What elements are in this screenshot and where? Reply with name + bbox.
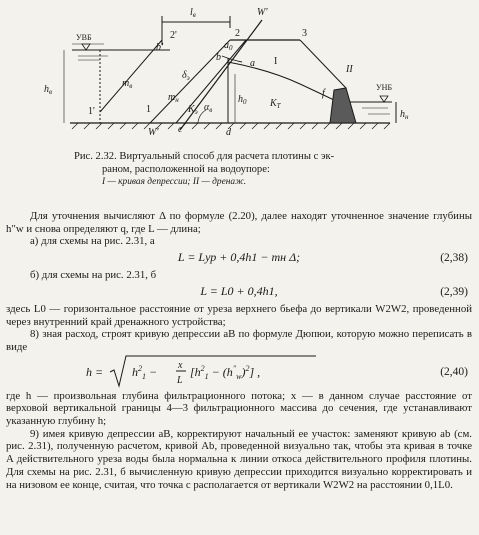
drain-II: [330, 88, 356, 123]
label-b: b: [216, 52, 221, 63]
paragraph-5: 9) имея кривую депрессии aB, корректируют начальный ее участок: заменяют кривую ab (см. рис. 2.31), полученную расчетом, кривой Ab, проведенной визуально так, чтобы эта кривая в точке A действительного уреза воды была нормальна к линии откоса действительного профиля плотины. Для схемы на рис. 2.31, б вычисленную кривую депрессии приходится визуально корректировать и на низовом ее конце, считая, что точка c располагается от вертикали W2W2 на расстоянии 0,1L0.: [6, 427, 472, 491]
label-uvb: УВБ: [76, 33, 92, 42]
formula-2-40: [86, 354, 386, 390]
label-bp: b': [156, 42, 164, 53]
label-mn: $m_н$: [168, 92, 179, 104]
label-a: a: [250, 58, 255, 69]
label-hv: $h_в$: [44, 84, 53, 96]
equation-2-39: [6, 282, 472, 303]
label-2: 2: [235, 28, 240, 39]
label-II: II: [346, 64, 353, 75]
equation-number-2-39: (2,39): [440, 285, 468, 298]
label-lv: $l_в$: [190, 7, 196, 19]
formula-2-38: L = Lур + 0,4h1 − mн Δ;: [177, 250, 301, 265]
virtual-slope: [100, 40, 162, 112]
caption-line-1: Рис. 2.32. Виртуальный способ для расчета плотины с эк-: [74, 151, 335, 162]
item-b: б) для схемы на рис. 2.31, б: [30, 269, 157, 282]
label-I: I: [274, 56, 278, 67]
label-delta3: $\delta_э$: [182, 70, 190, 82]
label-1: 1: [146, 104, 151, 115]
label-h0: $h_0$: [238, 94, 247, 106]
caption-legend: I — кривая депрессии; II — дренаж.: [102, 177, 247, 188]
label-d: d: [226, 127, 231, 138]
label-k3: $K_э$: [188, 104, 198, 116]
label-f: f: [322, 88, 325, 99]
formula-2-40-rhs: $h^2_1$ −: [132, 363, 158, 381]
equation-number-2-40: (2,40): [440, 365, 468, 378]
label-1p: 1': [88, 106, 95, 117]
svg-text:[h21 − (h″w)2] ,: $[h^2_1 - (h''_w)^2]$ ,: [190, 363, 261, 381]
item-a: а) для схемы на рис. 2.31, а: [30, 235, 155, 248]
downstream-slope: [300, 40, 346, 88]
figure-caption: [74, 151, 442, 189]
label-a0: $a_0$: [224, 40, 233, 52]
label-w-top: W': [257, 7, 268, 18]
formula-2-39: L = L0 + 0,4h1,: [200, 283, 278, 298]
equation-2-38: [6, 248, 472, 269]
paragraph-1: Для уточнения вычисляют Δ по формуле (2.20), далее находят уточненное значение глубины h″w и снова определяют q, где L — длина;: [6, 210, 472, 235]
label-mv: $m_в$: [122, 78, 133, 90]
dam-diagram: [0, 0, 479, 148]
unb-marker: [380, 96, 388, 102]
formula-2-40-lhs: h =: [86, 364, 104, 379]
label-c: c: [178, 124, 183, 135]
label-kt: $K_T$: [270, 98, 281, 110]
label-hn: $h_н$: [400, 109, 409, 121]
paragraph-3: 8) зная расход, строят кривую депрессии aB по формуле Дюпюи, которую можно переписать в виде: [6, 328, 472, 353]
paragraph-2: здесь L0 — горизонтальное расстояние от уреза верхнего бьефа до вертикали W2W2, проведенной через внутренний край дренажного устройства;: [6, 302, 472, 328]
label-unb: УНБ: [376, 83, 393, 92]
caption-line-2: раном, расположенной на водоупоре:: [102, 163, 270, 175]
uvb-marker: [82, 44, 90, 50]
equation-2-40: [6, 354, 472, 390]
label-alpha: $\alpha_в$: [204, 102, 213, 114]
equation-number-2-38: (2,38): [440, 252, 468, 265]
body-text: [6, 210, 472, 491]
label-3: 3: [302, 28, 307, 39]
label-w-bot: W': [148, 127, 159, 138]
svg-text:x: x: [178, 359, 183, 371]
paragraph-4: где h — произвольная глубина фильтрационного потока; x — в данном случае расстояние от верховой вертикальной границы 4—3 фильтрационного массива до сечения, где устанавливают указанную глубину h;: [6, 389, 472, 428]
svg-text:L: L: [177, 374, 183, 386]
foundation-hatch: [72, 123, 390, 129]
label-2p: 2': [170, 30, 177, 41]
